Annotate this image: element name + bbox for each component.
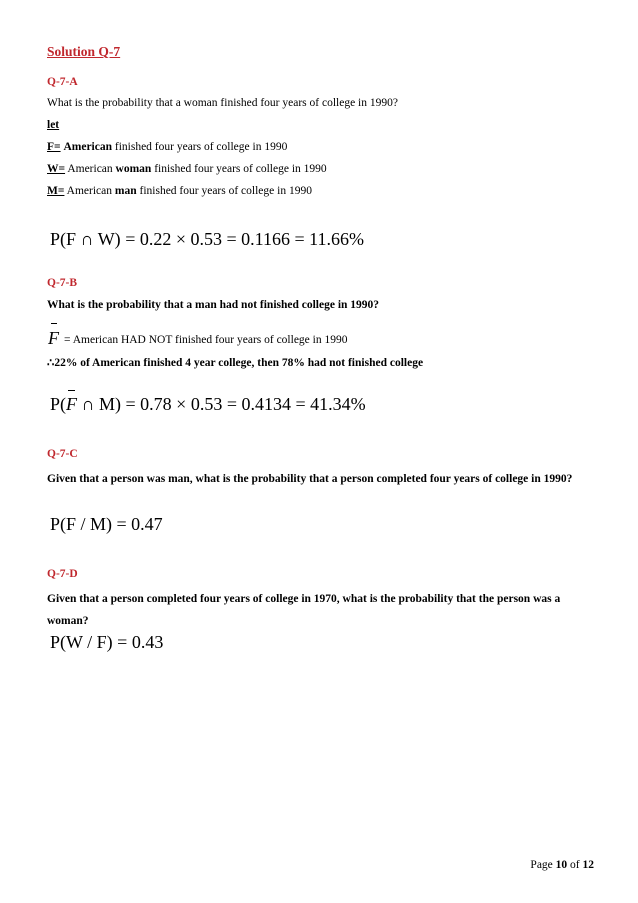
solution-heading: Solution Q-7	[47, 44, 121, 59]
definition-m: M= American man finished four years of college in 1990	[47, 185, 312, 197]
definition-w: W= American woman finished four years of college in 1990	[47, 163, 327, 175]
q7a-question: What is the probability that a woman finished four years of college in 1990?	[47, 97, 398, 109]
therefore-statement: ∴22% of American finished 4 year college, then 78% had not finished college	[47, 357, 424, 369]
q7c-question: Given that a person was man, what is the probability that a person completed four years of college in 1990?	[47, 473, 573, 485]
q7d-question: Given that a person completed four years of college in 1970, what is the probability that the person was a woman?	[47, 593, 561, 627]
q7b-question: What is the probability that a man had not finished college in 1990?	[47, 299, 380, 311]
equation-q7c: P(F / M) = 0.47	[50, 514, 163, 534]
equation-q7a: P(F ∩ W) = 0.22 × 0.53 = 0.1166 = 11.66%	[50, 229, 364, 249]
f-bar-symbol: F	[48, 328, 59, 348]
let-label: let	[47, 119, 60, 131]
q7b-label: Q-7-B	[47, 277, 78, 289]
page-footer: Page 10 of 12	[530, 859, 594, 871]
q7c-label: Q-7-C	[47, 448, 78, 460]
equation-q7b: P(F ∩ M) = 0.78 × 0.53 = 0.4134 = 41.34%	[50, 394, 366, 414]
f-bar-definition: = American HAD NOT finished four years of college in 1990	[64, 334, 348, 346]
q7d-label: Q-7-D	[47, 568, 78, 580]
equation-q7d: P(W / F) = 0.43	[50, 632, 164, 652]
q7a-label: Q-7-A	[47, 76, 78, 88]
definition-f: F= American finished four years of college in 1990	[47, 141, 288, 153]
